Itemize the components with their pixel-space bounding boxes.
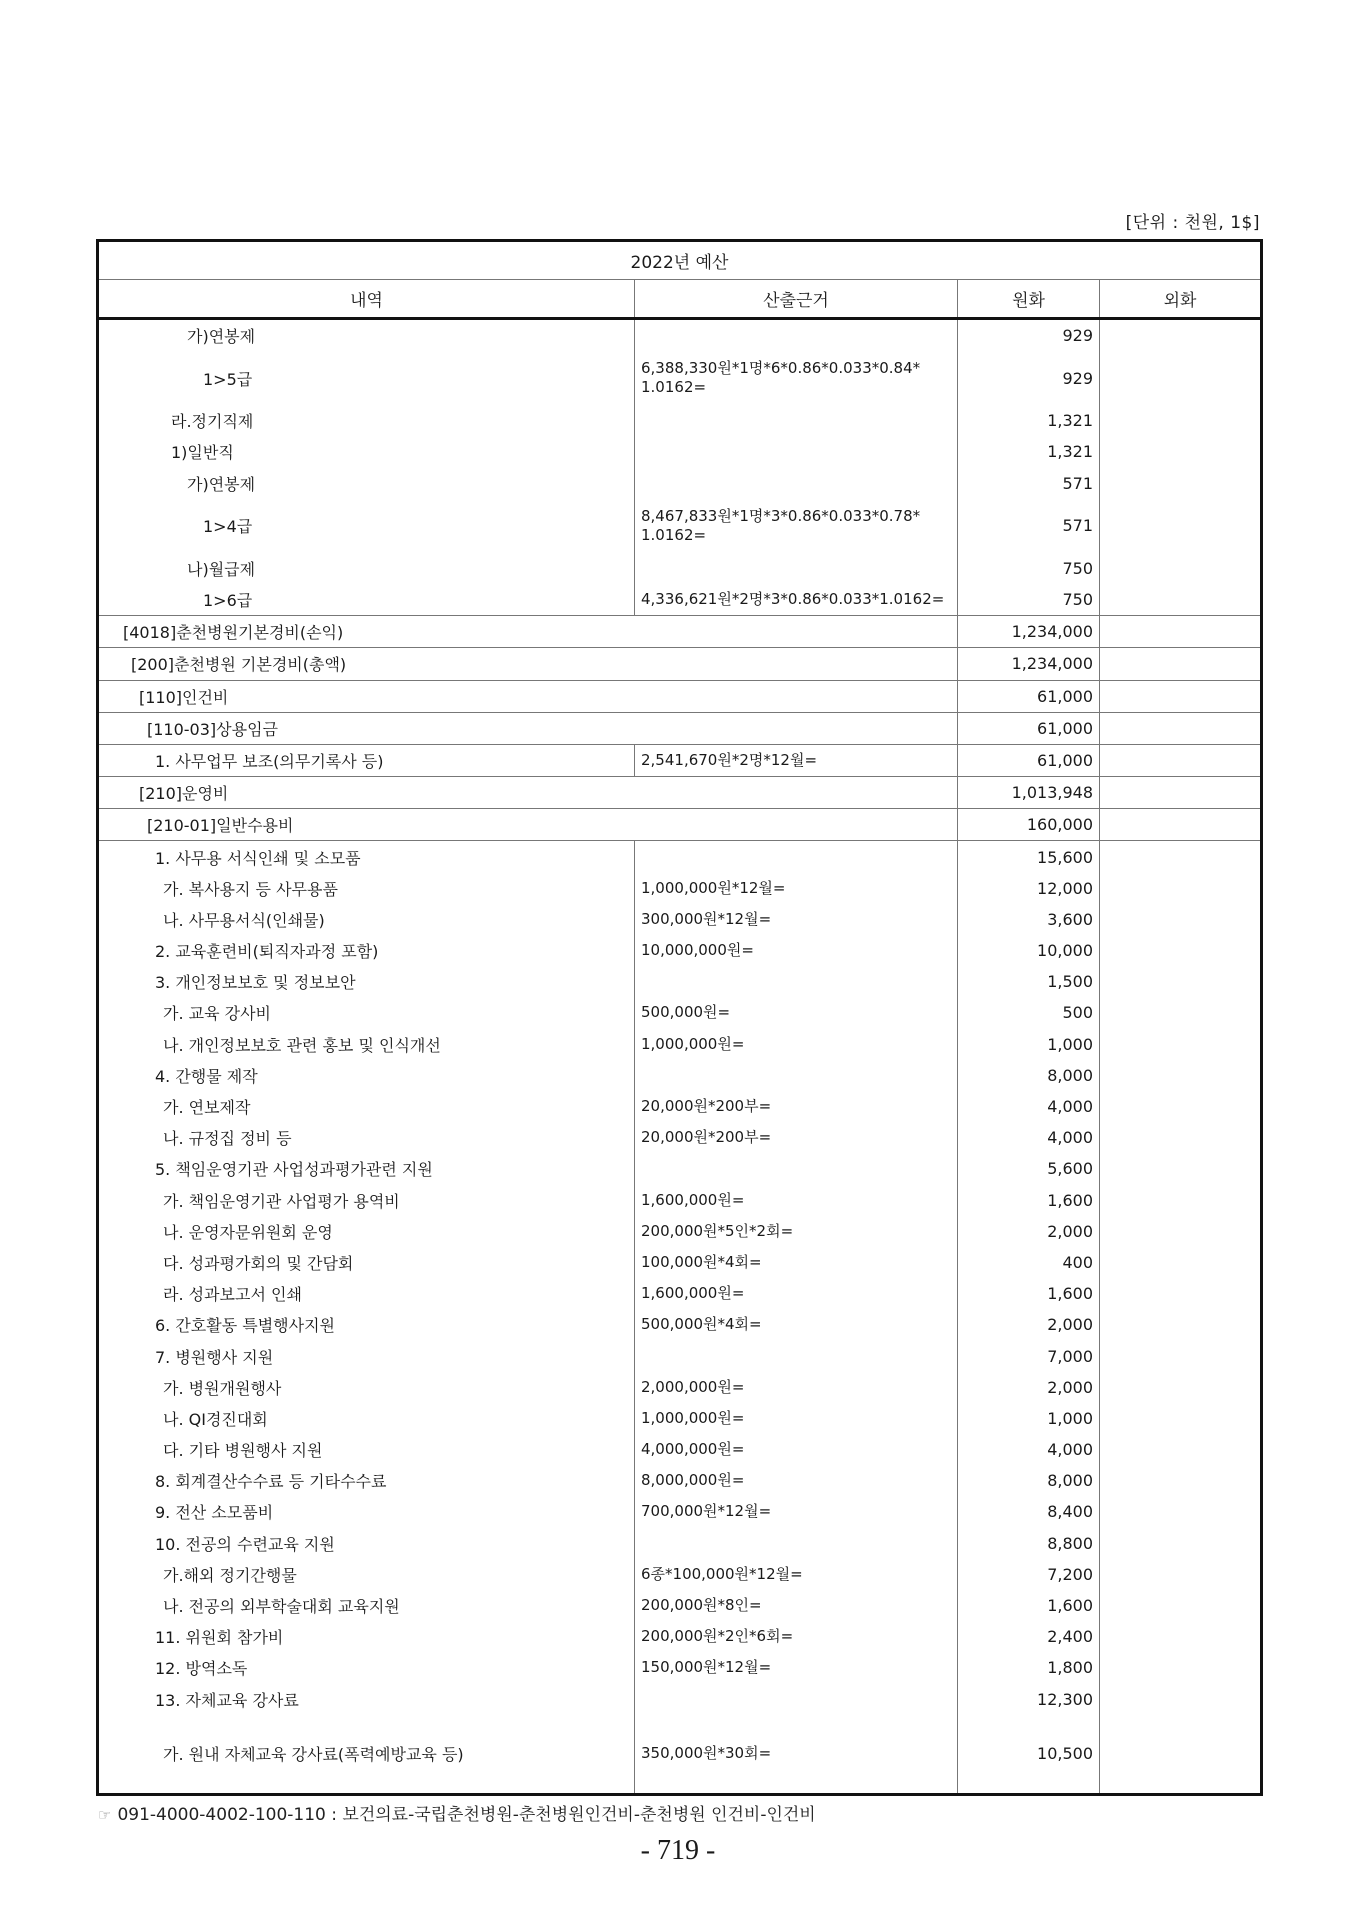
row-basis: 1,600,000원= [635,1185,958,1216]
row-won-amount: 4,000 [958,1122,1100,1153]
table-row [98,1029,1262,1060]
row-won-amount: 1,800 [958,1652,1100,1683]
row-foreign-amount [1100,904,1262,935]
table-row [98,1278,1262,1309]
row-won-amount: 61,000 [958,712,1100,744]
row-description: 1. 사무업무 보조(의무기록사 등) [98,744,635,776]
row-won-amount: 3,600 [958,904,1100,935]
row-foreign-amount [1100,405,1262,436]
row-basis [635,405,958,436]
row-foreign-amount [1100,1372,1262,1403]
row-description: 나. 전공의 외부학술대회 교육지원 [98,1590,635,1621]
row-basis: 8,000,000원= [635,1465,958,1496]
row-won-amount: 1,321 [958,436,1100,467]
table-row [98,499,1262,553]
row-basis: 150,000원*12월= [635,1652,958,1683]
row-foreign-amount [1100,712,1262,744]
row-foreign-amount [1100,680,1262,712]
row-won-amount: 61,000 [958,744,1100,776]
row-description: 11. 위원회 참가비 [98,1621,635,1652]
table-row [98,1153,1262,1184]
row-description: 라.정기직제 [98,405,635,436]
row-description: 8. 회계결산수수료 등 기타수수료 [98,1465,635,1496]
row-basis [635,468,958,499]
row-won-amount: 1,600 [958,1278,1100,1309]
table-row [98,468,1262,499]
row-description: 나. QI경진대회 [98,1403,635,1434]
row-description: 1>6급 [98,584,635,616]
table-row [98,405,1262,436]
row-basis: 100,000원*4회= [635,1247,958,1278]
table-row [98,966,1262,997]
row-won-amount: 1,600 [958,1185,1100,1216]
row-won-amount: 2,000 [958,1372,1100,1403]
table-row [98,1340,1262,1371]
row-basis [635,319,958,352]
row-basis [635,1528,958,1559]
row-description: [4018]춘천병원기본경비(손익) [98,616,958,648]
row-description: 가. 책임운영기관 사업평가 용역비 [98,1185,635,1216]
row-description: 2. 교육훈련비(퇴직자과정 포함) [98,935,635,966]
row-won-amount: 4,000 [958,1434,1100,1465]
table-row [98,1590,1262,1621]
row-won-amount: 750 [958,584,1100,616]
row-won-amount: 4,000 [958,1091,1100,1122]
row-foreign-amount [1100,553,1262,584]
row-description: 가. 병원개원행사 [98,1372,635,1403]
row-foreign-amount [1100,1309,1262,1340]
row-foreign-amount [1100,1185,1262,1216]
row-foreign-amount [1100,616,1262,648]
table-row [98,712,1262,744]
table-row [98,1496,1262,1527]
row-basis: 1,000,000원= [635,1029,958,1060]
table-row [98,1434,1262,1465]
table-row [98,1185,1262,1216]
table-row [98,1372,1262,1403]
row-won-amount: 1,234,000 [958,648,1100,680]
row-description: [200]춘천병원 기본경비(총액) [98,648,958,680]
row-won-amount: 400 [958,1247,1100,1278]
row-basis: 4,000,000원= [635,1434,958,1465]
row-basis: 6종*100,000원*12월= [635,1559,958,1590]
column-header-won: 원화 [958,280,1100,319]
row-basis: 700,000원*12월= [635,1496,958,1527]
row-description: 7. 병원행사 지원 [98,1340,635,1371]
row-won-amount: 929 [958,319,1100,352]
row-foreign-amount [1100,1715,1262,1795]
row-basis: 500,000원*4회= [635,1309,958,1340]
table-row [98,904,1262,935]
row-foreign-amount [1100,1528,1262,1559]
pointing-hand-icon: ☞ [98,1806,112,1824]
table-row [98,1715,1262,1795]
table-row [98,935,1262,966]
row-won-amount: 7,000 [958,1340,1100,1371]
row-foreign-amount [1100,873,1262,904]
row-won-amount: 160,000 [958,809,1100,841]
row-foreign-amount [1100,1434,1262,1465]
row-won-amount: 2,000 [958,1216,1100,1247]
row-won-amount: 12,000 [958,873,1100,904]
column-header-foreign: 외화 [1100,280,1262,319]
row-won-amount: 61,000 [958,680,1100,712]
row-description: [210-01]일반수용비 [98,809,958,841]
table-row [98,680,1262,712]
row-foreign-amount [1100,319,1262,352]
row-basis: 500,000원= [635,997,958,1028]
row-foreign-amount [1100,997,1262,1028]
row-foreign-amount [1100,1091,1262,1122]
footer-note-text: 091-4000-4002-100-110 : 보건의료-국립춘천병원-춘천병원인건비-춘천병원 인건비-인건비 [117,1805,816,1825]
row-basis: 2,000,000원= [635,1372,958,1403]
row-foreign-amount [1100,744,1262,776]
table-row [98,584,1262,616]
row-description: 1. 사무용 서식인쇄 및 소모품 [98,841,635,873]
row-foreign-amount [1100,1684,1262,1715]
table-row [98,1652,1262,1683]
table-row [98,809,1262,841]
row-won-amount: 8,000 [958,1060,1100,1091]
row-foreign-amount [1100,809,1262,841]
table-row [98,873,1262,904]
row-foreign-amount [1100,1216,1262,1247]
table-title: 2022년 예산 [98,241,1262,280]
row-description: 1>5급 [98,351,635,405]
row-description: 10. 전공의 수련교육 지원 [98,1528,635,1559]
row-basis [635,966,958,997]
row-foreign-amount [1100,1060,1262,1091]
row-basis: 200,000원*2인*6회= [635,1621,958,1652]
table-row [98,777,1262,809]
row-foreign-amount [1100,648,1262,680]
row-basis: 6,388,330원*1명*6*0.86*0.033*0.84* 1.0162= [635,351,958,405]
row-basis: 10,000,000원= [635,935,958,966]
row-foreign-amount [1100,1621,1262,1652]
row-foreign-amount [1100,935,1262,966]
row-basis [635,1153,958,1184]
table-row [98,319,1262,352]
row-description: 다. 기타 병원행사 지원 [98,1434,635,1465]
row-won-amount: 500 [958,997,1100,1028]
row-description: 6. 간호활동 특별행사지원 [98,1309,635,1340]
row-description: 가. 원내 자체교육 강사료(폭력예방교육 등) [98,1715,635,1795]
row-won-amount: 12,300 [958,1684,1100,1715]
row-foreign-amount [1100,351,1262,405]
row-description: 9. 전산 소모품비 [98,1496,635,1527]
row-basis: 350,000원*30회= [635,1715,958,1795]
row-description: 가. 연보제작 [98,1091,635,1122]
row-basis: 2,541,670원*2명*12월= [635,744,958,776]
row-foreign-amount [1100,777,1262,809]
row-won-amount: 10,500 [958,1715,1100,1795]
row-description: 1)일반직 [98,436,635,467]
row-description: 5. 책임운영기관 사업성과평가관련 지원 [98,1153,635,1184]
row-won-amount: 8,000 [958,1465,1100,1496]
row-basis [635,553,958,584]
row-description: 가. 복사용지 등 사무용품 [98,873,635,904]
budget-table [96,239,1263,1796]
row-description: [210]운영비 [98,777,958,809]
page-number: - 719 - [640,1835,716,1866]
table-row [98,648,1262,680]
table-row [98,1465,1262,1496]
row-won-amount: 10,000 [958,935,1100,966]
row-description: 1>4급 [98,499,635,553]
row-basis [635,841,958,873]
row-foreign-amount [1100,1465,1262,1496]
row-won-amount: 929 [958,351,1100,405]
row-description: 나. 사무용서식(인쇄물) [98,904,635,935]
row-foreign-amount [1100,1029,1262,1060]
column-header-description: 내역 [98,280,635,319]
table-row [98,553,1262,584]
table-row [98,436,1262,467]
table-row [98,1621,1262,1652]
table-row [98,1528,1262,1559]
table-row [98,841,1262,873]
row-description: 나. 규정집 정비 등 [98,1122,635,1153]
row-description: 나. 운영자문위원회 운영 [98,1216,635,1247]
row-description: [110-03]상용임금 [98,712,958,744]
row-basis: 20,000원*200부= [635,1122,958,1153]
row-description: 4. 간행물 제작 [98,1060,635,1091]
row-foreign-amount [1100,584,1262,616]
row-description: [110]인건비 [98,680,958,712]
table-row [98,351,1262,405]
row-won-amount: 7,200 [958,1559,1100,1590]
row-won-amount: 1,500 [958,966,1100,997]
row-basis: 4,336,621원*2명*3*0.86*0.033*1.0162= [635,584,958,616]
table-row [98,1309,1262,1340]
row-foreign-amount [1100,1590,1262,1621]
row-won-amount: 15,600 [958,841,1100,873]
row-foreign-amount [1100,966,1262,997]
table-row [98,616,1262,648]
row-description: 3. 개인정보보호 및 정보보안 [98,966,635,997]
row-won-amount: 1,013,948 [958,777,1100,809]
table-row [98,1684,1262,1715]
row-description: 나)월급제 [98,553,635,584]
row-won-amount: 8,400 [958,1496,1100,1527]
row-won-amount: 5,600 [958,1153,1100,1184]
row-basis: 1,000,000원*12월= [635,873,958,904]
table-row [98,1559,1262,1590]
row-description: 12. 방역소독 [98,1652,635,1683]
row-basis: 20,000원*200부= [635,1091,958,1122]
row-foreign-amount [1100,1122,1262,1153]
row-basis [635,1060,958,1091]
row-description: 라. 성과보고서 인쇄 [98,1278,635,1309]
row-won-amount: 2,400 [958,1621,1100,1652]
row-foreign-amount [1100,1496,1262,1527]
row-basis: 1,000,000원= [635,1403,958,1434]
row-foreign-amount [1100,1278,1262,1309]
row-won-amount: 8,800 [958,1528,1100,1559]
row-won-amount: 571 [958,499,1100,553]
row-foreign-amount [1100,1247,1262,1278]
row-basis [635,436,958,467]
row-description: 가. 교육 강사비 [98,997,635,1028]
row-description: 가.해외 정기간행물 [98,1559,635,1590]
row-basis: 200,000원*5인*2회= [635,1216,958,1247]
row-foreign-amount [1100,468,1262,499]
column-header-basis: 산출근거 [635,280,958,319]
row-description: 13. 자체교육 강사료 [98,1684,635,1715]
table-row [98,1122,1262,1153]
row-won-amount: 1,234,000 [958,616,1100,648]
row-foreign-amount [1100,1340,1262,1371]
row-basis [635,1340,958,1371]
table-row [98,1216,1262,1247]
row-description: 가)연봉제 [98,319,635,352]
row-basis [635,1684,958,1715]
row-basis: 200,000원*8인= [635,1590,958,1621]
footer-note [98,1800,816,1825]
row-foreign-amount [1100,1652,1262,1683]
table-row [98,1060,1262,1091]
row-description: 가)연봉제 [98,468,635,499]
unit-label: [단위 : 천원, 1$] [1125,213,1260,233]
table-row [98,1091,1262,1122]
row-won-amount: 2,000 [958,1309,1100,1340]
row-basis: 300,000원*12월= [635,904,958,935]
row-won-amount: 750 [958,553,1100,584]
row-won-amount: 571 [958,468,1100,499]
row-description: 나. 개인정보보호 관련 홍보 및 인식개선 [98,1029,635,1060]
row-foreign-amount [1100,436,1262,467]
row-foreign-amount [1100,499,1262,553]
row-foreign-amount [1100,1403,1262,1434]
row-won-amount: 1,600 [958,1590,1100,1621]
row-won-amount: 1,321 [958,405,1100,436]
row-won-amount: 1,000 [958,1403,1100,1434]
table-body [98,319,1262,1795]
row-foreign-amount [1100,1559,1262,1590]
table-row [98,1247,1262,1278]
row-won-amount: 1,000 [958,1029,1100,1060]
row-foreign-amount [1100,1153,1262,1184]
row-foreign-amount [1100,841,1262,873]
row-description: 다. 성과평가회의 및 간담회 [98,1247,635,1278]
row-basis: 1,600,000원= [635,1278,958,1309]
table-row [98,997,1262,1028]
table-row [98,744,1262,776]
table-row [98,1403,1262,1434]
row-basis: 8,467,833원*1명*3*0.86*0.033*0.78* 1.0162= [635,499,958,553]
